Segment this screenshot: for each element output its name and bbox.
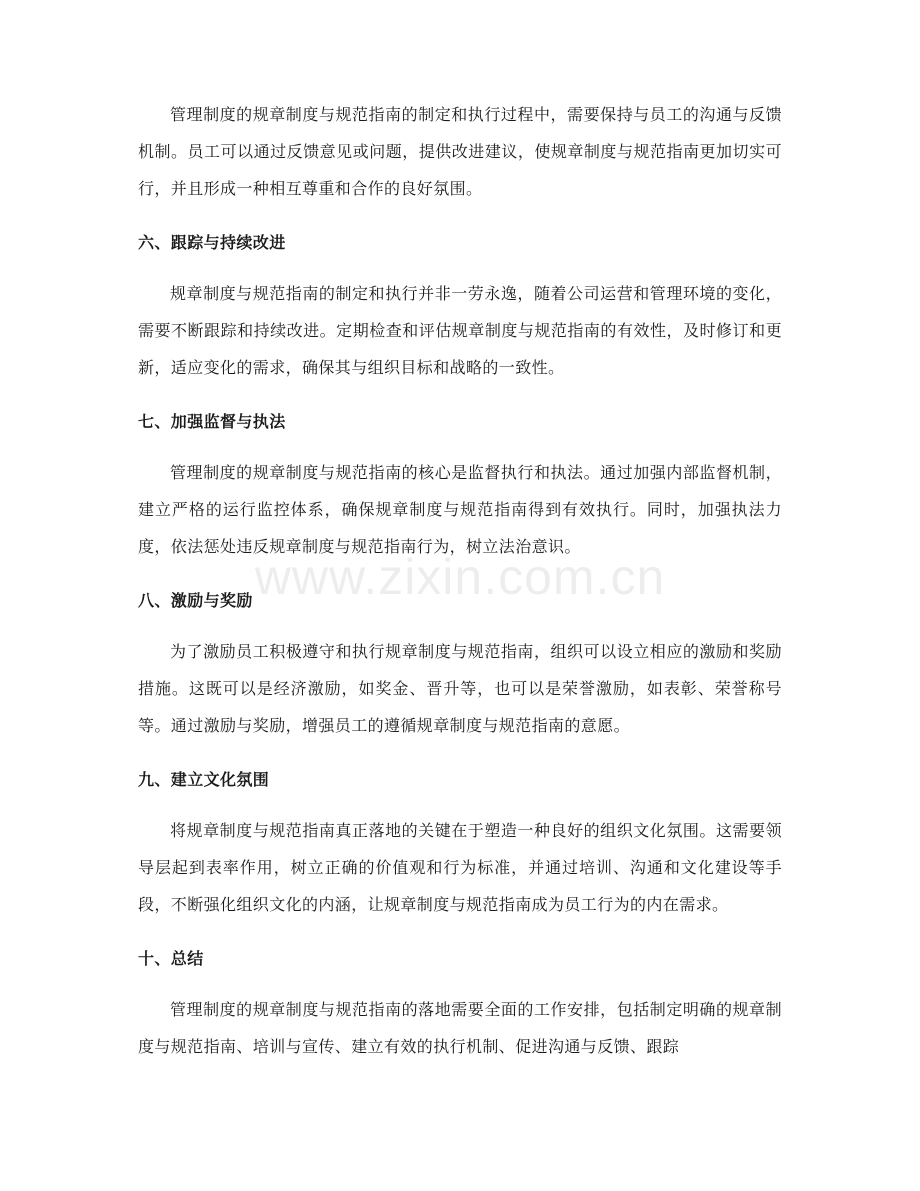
paragraph-supervision: 管理制度的规章制度与规范指南的核心是监督执行和执法。通过加强内部监督机制，建立严格的运行监控体系，确保规章制度与规范指南得到有效执行。同时，加强执法力度，依法惩处违反规章制度与规范指南行为，树立法治意识。 xyxy=(138,463,782,556)
heading-supervision: 七、加强监督与执法 xyxy=(138,412,286,431)
paragraph-culture: 将规章制度与规范指南真正落地的关键在于塑造一种良好的组织文化氛围。这需要领导层起到表率作用，树立正确的价值观和行为标准，并通过培训、沟通和文化建设等手段，不断强化组织文化的内涵，让规章制度与规范指南成为员工行为的内在需求。 xyxy=(138,821,782,914)
watermark-text: www.zixin.com.cn xyxy=(254,549,666,605)
heading-incentives: 八、激励与奖励 xyxy=(138,591,253,610)
heading-summary: 十、总结 xyxy=(138,949,204,968)
paragraph-incentives: 为了激励员工积极遵守和执行规章制度与规范指南，组织可以设立相应的激励和奖励措施。这既可以是经济激励，如奖金、晋升等，也可以是荣誉激励，如表彰、荣誉称号等。通过激励与奖励，增强员工的遵循规章制度与规范指南的意愿。 xyxy=(138,642,782,735)
paragraph-summary: 管理制度的规章制度与规范指南的落地需要全面的工作安排，包括制定明确的规章制度与规范指南、培训与宣传、建立有效的执行机制、促进沟通与反馈、跟踪 xyxy=(138,1000,782,1056)
paragraph-tracking: 规章制度与规范指南的制定和执行并非一劳永逸，随着公司运营和管理环境的变化，需要不断跟踪和持续改进。定期检查和评估规章制度与规范指南的有效性，及时修订和更新，适应变化的需求，确保其与组织目标和战略的一致性。 xyxy=(138,284,782,377)
heading-tracking: 六、跟踪与持续改进 xyxy=(138,233,286,252)
paragraph-feedback: 管理制度的规章制度与规范指南的制定和执行过程中，需要保持与员工的沟通与反馈机制。员工可以通过反馈意见或问题，提供改进建议，使规章制度与规范指南更加切实可行，并且形成一种相互尊重和合作的良好氛围。 xyxy=(138,105,782,198)
heading-culture: 九、建立文化氛围 xyxy=(138,770,270,789)
